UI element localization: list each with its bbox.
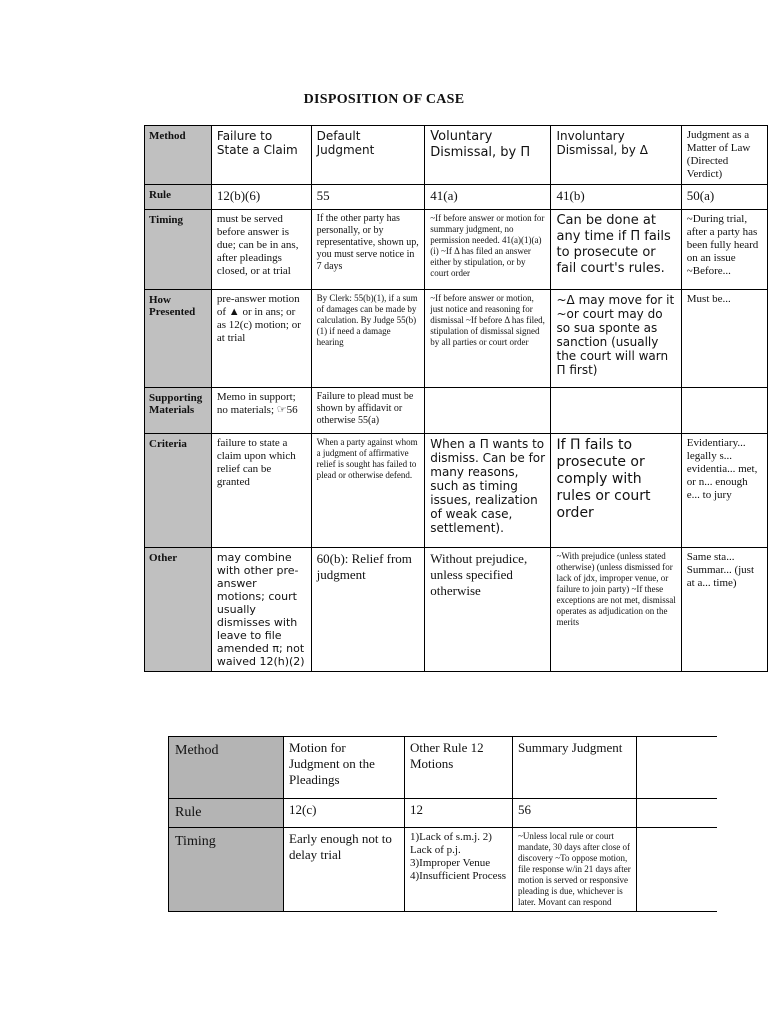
- row-header-how-presented: How Presented: [145, 290, 212, 388]
- method-row: [145, 126, 768, 185]
- method-cell: Involuntary Dismissal, by Δ: [551, 126, 681, 185]
- timing-cell: 1)Lack of s.m.j. 2) Lack of p.j. 3)Improper Venue 4)Insufficient Process: [405, 828, 513, 912]
- method-cell: [637, 737, 717, 799]
- disposition-table: [144, 125, 768, 672]
- how-presented-cell: ~If before answer or motion, just notice and reasoning for dismissal ~If before Δ has filed, stipulation of dismissal signed by all parties or court order: [425, 290, 551, 388]
- criteria-cell: Evidentiary... legally s... evidentia... met, or n... enough e... to jury: [681, 434, 767, 548]
- row-header-timing: Timing: [169, 828, 284, 912]
- how-presented-cell: pre-answer motion of ▲ or in ans; or as 12(c) motion; or at trial: [211, 290, 311, 388]
- row-header-method: Method: [145, 126, 212, 185]
- timing-cell: Early enough not to delay trial: [284, 828, 405, 912]
- supporting-materials-cell: Memo in support; no materials; ☞56: [211, 388, 311, 434]
- supporting-materials-cell: [425, 388, 551, 434]
- other-cell: ~With prejudice (unless stated otherwise) (unless dismissed for lack of jdx, improper venue, or failure to join party) ~If these exceptions are not met, dismissal operates as adjudication on the merits: [551, 548, 681, 672]
- supporting-materials-cell: Failure to plead must be shown by affidavit or otherwise 55(a): [311, 388, 425, 434]
- other-row: [145, 548, 768, 672]
- page-title: DISPOSITION OF CASE: [303, 92, 465, 107]
- timing-cell: must be served before answer is due; can be in ans, after pleadings closed, or at trial: [211, 210, 311, 290]
- row-header-rule: Rule: [169, 799, 284, 828]
- timing-row: [145, 210, 768, 290]
- rule-cell: 41(b): [551, 185, 681, 210]
- method-cell: Default Judgment: [311, 126, 425, 185]
- criteria-cell: If Π fails to prosecute or comply with rules or court order: [551, 434, 681, 548]
- rule-cell: 12(c): [284, 799, 405, 828]
- rule-cell: 55: [311, 185, 425, 210]
- supporting-materials-row: [145, 388, 768, 434]
- timing-cell: ~If before answer or motion for summary judgment, no permission needed. 41(a)(1)(a)(i) ~If Δ has filed an answer either by stipulation, or by court order: [425, 210, 551, 290]
- rule-cell: 12(b)(6): [211, 185, 311, 210]
- timing-cell: ~During trial, after a party has been fully heard on an issue ~Before...: [681, 210, 767, 290]
- rule-cell: [637, 799, 717, 828]
- rule-row: [169, 799, 717, 828]
- row-header-other: Other: [145, 548, 212, 672]
- method-cell: Voluntary Dismissal, by Π: [425, 126, 551, 185]
- rule-cell: 41(a): [425, 185, 551, 210]
- supporting-materials-cell: [551, 388, 681, 434]
- other-cell: may combine with other pre-answer motions; court usually dismisses with leave to file amended π; not waived 12(h)(2): [211, 548, 311, 672]
- rule-cell: 12: [405, 799, 513, 828]
- how-presented-cell: ~Δ may move for it ~or court may do so sua sponte as sanction (usually the court will warn Π first): [551, 290, 681, 388]
- other-cell: Without prejudice, unless specified otherwise: [425, 548, 551, 672]
- timing-cell: [637, 828, 717, 912]
- criteria-cell: failure to state a claim upon which relief can be granted: [211, 434, 311, 548]
- method-cell: Motion for Judgment on the Pleadings: [284, 737, 405, 799]
- row-header-timing: Timing: [145, 210, 212, 290]
- criteria-cell: When a Π wants to dismiss. Can be for many reasons, such as timing issues, realization of weak case, settlement).: [425, 434, 551, 548]
- row-header-supporting-materials: Supporting Materials: [145, 388, 212, 434]
- method-cell: Failure to State a Claim: [211, 126, 311, 185]
- how-presented-cell: Must be...: [681, 290, 767, 388]
- other-cell: Same sta... Summar... (just at a... time): [681, 548, 767, 672]
- supporting-materials-cell: [681, 388, 767, 434]
- motions-table: [168, 736, 717, 912]
- row-header-rule: Rule: [145, 185, 212, 210]
- timing-row: [169, 828, 717, 912]
- timing-cell: ~Unless local rule or court mandate, 30 days after close of discovery ~To oppose motion, file response w/in 21 days after motion is served or responsive pleading is due, whichever is later. Movant can respond: [513, 828, 637, 912]
- rule-cell: 50(a): [681, 185, 767, 210]
- method-cell: Summary Judgment: [513, 737, 637, 799]
- method-row: [169, 737, 717, 799]
- how-presented-cell: By Clerk: 55(b)(1), if a sum of damages can be made by calculation. By Judge 55(b)(1) if need a damage hearing: [311, 290, 425, 388]
- timing-cell: Can be done at any time if Π fails to prosecute or fail court's rules.: [551, 210, 681, 290]
- method-cell: Judgment as a Matter of Law (Directed Verdict): [681, 126, 767, 185]
- row-header-criteria: Criteria: [145, 434, 212, 548]
- timing-cell: If the other party has personally, or by representative, shown up, you must serve notice in 7 days: [311, 210, 425, 290]
- other-cell: 60(b): Relief from judgment: [311, 548, 425, 672]
- rule-row: [145, 185, 768, 210]
- method-cell: Other Rule 12 Motions: [405, 737, 513, 799]
- rule-cell: 56: [513, 799, 637, 828]
- criteria-cell: When a party against whom a judgment of affirmative relief is sought has failed to plead or otherwise defend.: [311, 434, 425, 548]
- criteria-row: [145, 434, 768, 548]
- how-presented-row: [145, 290, 768, 388]
- row-header-method: Method: [169, 737, 284, 799]
